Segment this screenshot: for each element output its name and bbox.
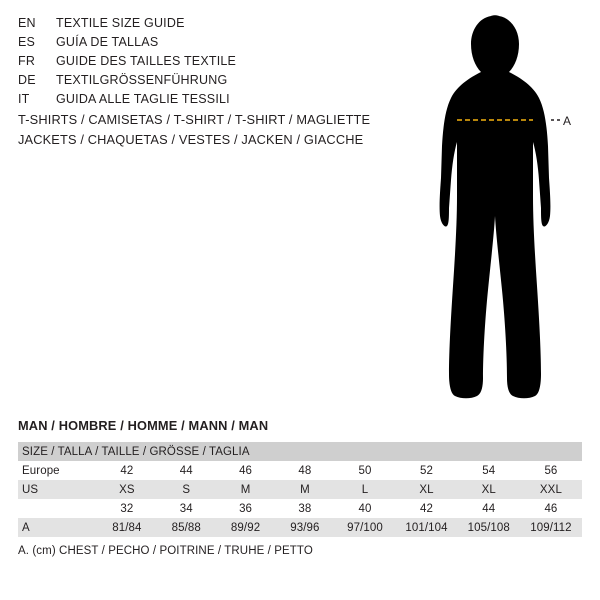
language-text: GUIDE DES TAILLES TEXTILE [56,54,237,68]
language-code: ES [18,35,36,49]
cell: 44 [157,461,216,480]
body-silhouette-icon [395,10,595,410]
cell: 44 [458,499,520,518]
table-row [18,518,582,537]
category-block [18,110,418,150]
cell: 85/88 [157,518,216,537]
cell: 46 [216,461,275,480]
cell: 42 [395,499,457,518]
cell: 48 [275,461,334,480]
cell: 81/84 [97,518,156,537]
cell: 97/100 [335,518,396,537]
cell: 52 [395,461,457,480]
row-label: US [18,480,97,499]
cell: 89/92 [216,518,275,537]
language-code: FR [18,54,36,68]
cell: 93/96 [275,518,334,537]
chest-measure-label: A [563,114,572,128]
cell: 40 [335,499,396,518]
table-row [18,461,582,480]
table-header-row [18,442,582,461]
language-row [18,54,398,73]
cell: 42 [97,461,156,480]
row-label [18,499,97,518]
cell: S [157,480,216,499]
table-row [18,499,582,518]
language-code: EN [18,16,36,30]
table-row [18,480,582,499]
cell: 56 [520,461,582,480]
language-text: TEXTILGRÖSSENFÜHRUNG [56,73,228,87]
cell: 50 [335,461,396,480]
cell: 36 [216,499,275,518]
cell: 54 [458,461,520,480]
language-guide-block [18,16,398,111]
language-text: GUÍA DE TALLAS [56,35,159,49]
cell: 105/108 [458,518,520,537]
footnote: A. (cm) CHEST / PECHO / POITRINE / TRUHE / PETTO [18,545,313,557]
cell: 34 [157,499,216,518]
language-row [18,35,398,54]
language-text: TEXTILE SIZE GUIDE [56,16,185,30]
cell: XXL [520,480,582,499]
language-row [18,16,398,35]
language-text: GUIDA ALLE TAGLIE TESSILI [56,92,230,106]
cell: M [275,480,334,499]
cell: 32 [97,499,156,518]
gender-heading: MAN / HOMBRE / HOMME / MANN / MAN [18,418,269,433]
language-row [18,73,398,92]
row-label: A [18,518,97,537]
row-label: Europe [18,461,97,480]
cell: L [335,480,396,499]
size-table [18,442,582,537]
language-code: DE [18,73,36,87]
language-row [18,92,398,111]
cell: 46 [520,499,582,518]
cell: XS [97,480,156,499]
cell: XL [458,480,520,499]
category-line-tshirts: T-SHIRTS / CAMISETAS / T-SHIRT / T-SHIRT / MAGLIETTE [18,112,371,127]
language-code: IT [18,92,30,106]
cell: 38 [275,499,334,518]
cell: 101/104 [395,518,457,537]
mannequin-figure [395,10,595,410]
cell: M [216,480,275,499]
category-line-jackets: JACKETS / CHAQUETAS / VESTES / JACKEN / GIACCHE [18,132,364,147]
cell: XL [395,480,457,499]
cell: 109/112 [520,518,582,537]
table-header-label: SIZE / TALLA / TAILLE / GRÖSSE / TAGLIA [18,442,582,461]
